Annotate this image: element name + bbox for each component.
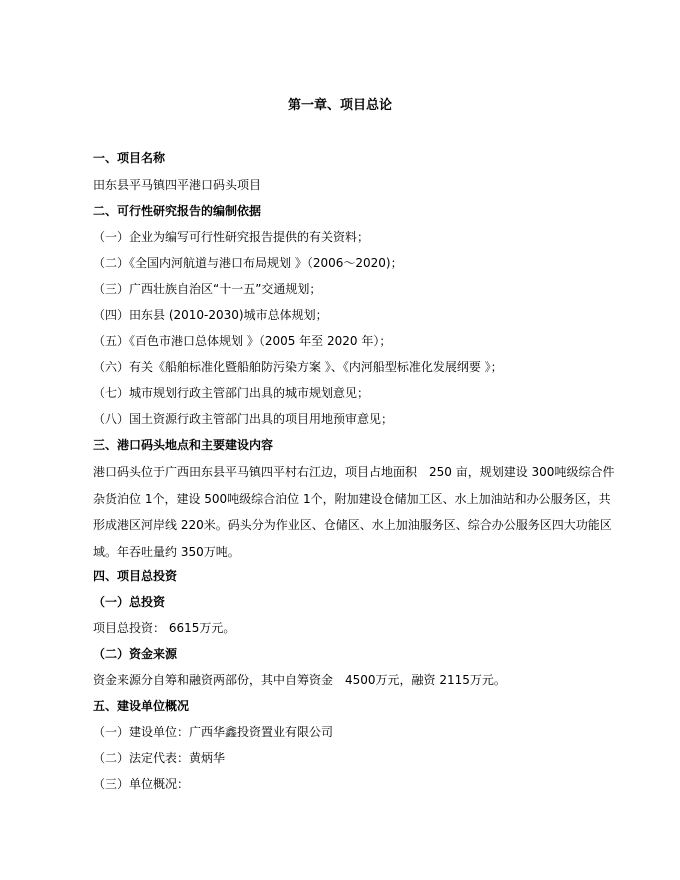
unit-item: （二）法定代表：黄炳华 [93,751,226,765]
basis-item: （六）有关《船舶标准化暨船舶防污染方案 》、《内河船型标准化发展纲要 》； [93,360,503,374]
basis-item: （二）《全国内河航道与港口布局规划 》（2006～2020)； [93,256,403,270]
basis-item: （一）企业为编写可行性研究报告提供的有关资料； [93,230,370,244]
location-paragraph: 港口码头位于广西田东县平马镇四平村右江边，项目占地面积 250 亩，规划建设 300吨级综合件杂货泊位 1个，建设 500吨级综合泊位 1个，附加建设仓储加工区、水上加油站和办公服务区，共形成港区河岸线 220米。码头分为作业区、仓储区、水上加油服务区、综合办公服务区四大功能区域。年吞吐量约 350万吨。 [93,465,615,559]
unit-item: （一）建设单位：广西华鑫投资置业有限公司 [93,725,334,739]
basis-item: （七）城市规划行政主管部门出具的城市规划意见； [93,386,370,400]
total-investment-heading: （一）总投资 [93,595,166,609]
basis-item: （八）国土资源行政主管部门出具的项目用地预审意见； [93,412,394,426]
fund-source-heading: （二）资金来源 [93,647,178,661]
unit-item: （三）单位概况： [93,777,190,791]
basis-item: （五）《百色市港口总体规划 》（2005 年至 2020 年）； [93,334,392,348]
section-4-heading: 四、项目总投资 [93,569,178,583]
section-3-heading: 三、港口码头地点和主要建设内容 [93,438,274,452]
basis-item: （四）田东县 (2010-2030)城市总体规划； [93,308,328,322]
total-investment-text: 项目总投资： 6615万元。 [93,621,236,635]
basis-item: （三）广西壮族自治区“十一五”交通规划； [93,282,322,296]
chapter-title: 第一章、项目总论 [287,98,392,113]
project-name: 田东县平马镇四平港口码头项目 [93,178,262,192]
section-1-heading: 一、项目名称 [93,151,166,165]
fund-source-text: 资金来源分自筹和融资两部份，其中自筹资金 4500万元，融资 2115万元。 [93,673,506,687]
section-5-heading: 五、建设单位概况 [93,699,190,713]
section-2-heading: 二、可行性研究报告的编制依据 [93,204,262,218]
